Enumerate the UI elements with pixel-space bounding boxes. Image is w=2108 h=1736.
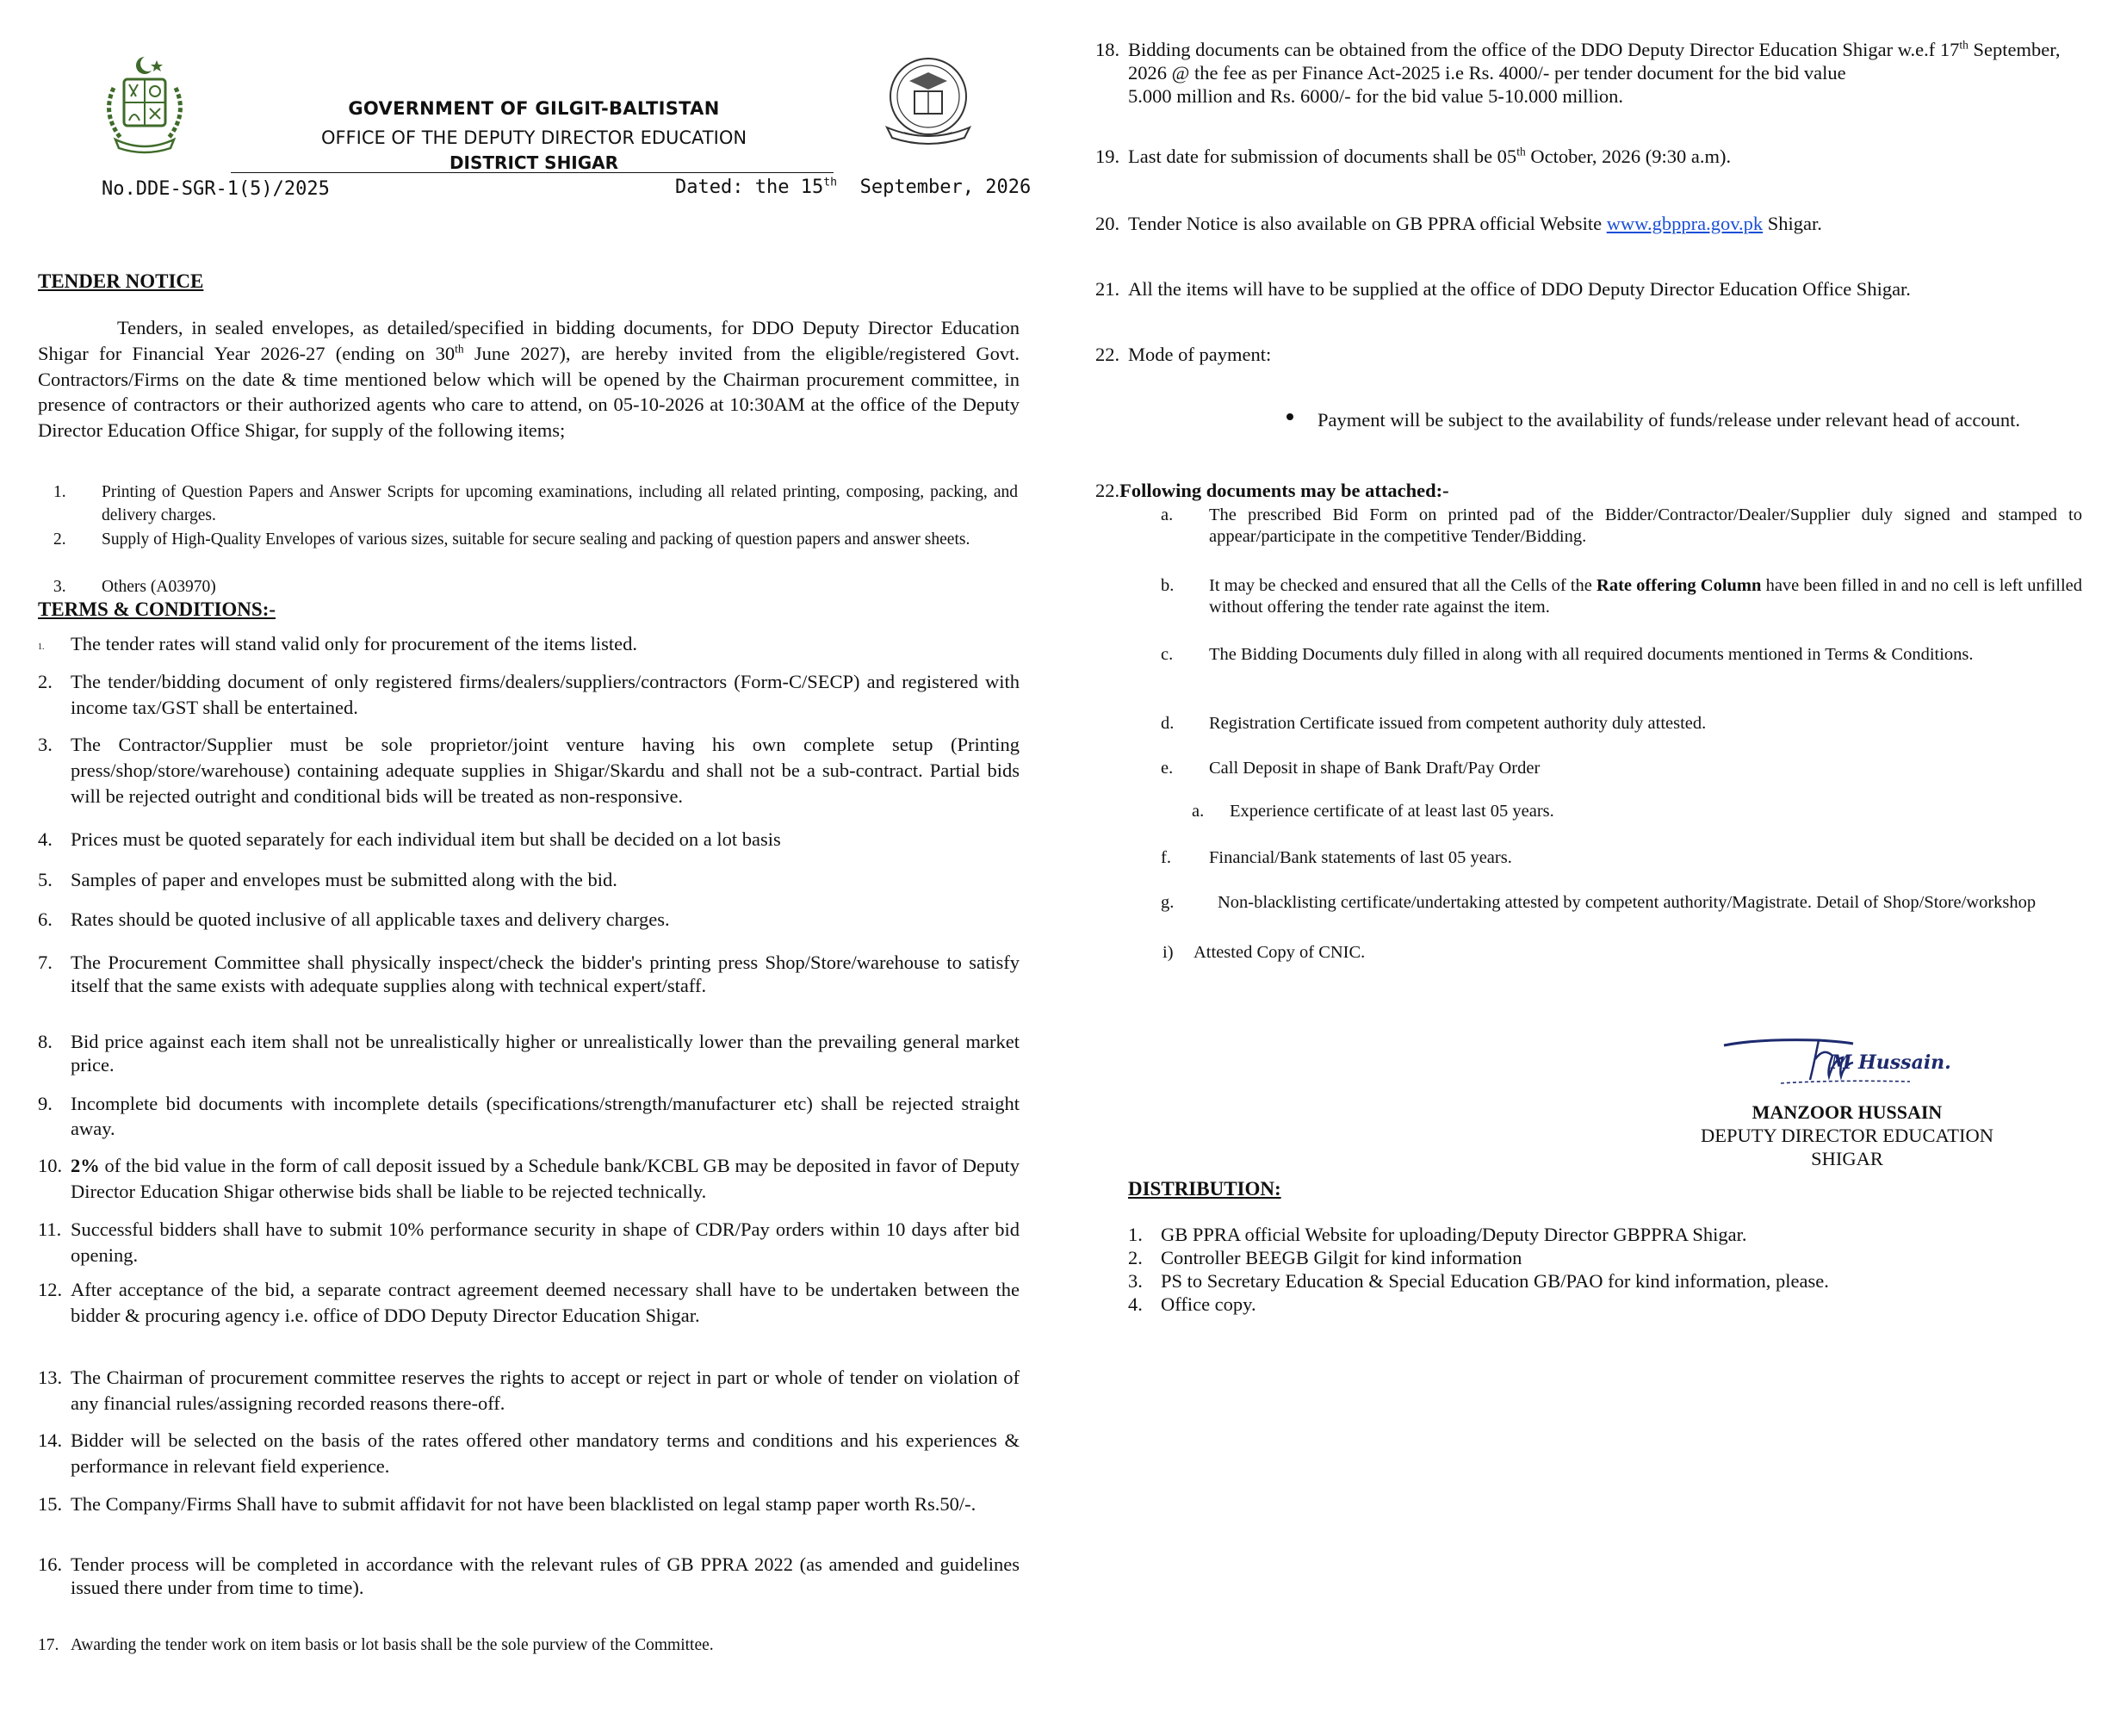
list-item: 14. Bidder will be selected on the basis of the rates offered other mandatory terms and conditions and his experiences & performance in relevant field experience. bbox=[38, 1429, 1020, 1477]
list-item: f. Financial/Bank statements of last 05 years. bbox=[1161, 848, 1512, 867]
list-item: 1. Printing of Question Papers and Answer Scripts for upcoming examinations, including all related printing, composing, packing, and delivery charges. bbox=[53, 483, 1018, 524]
list-item: b. It may be checked and ensured that all the Cells of the Rate offering Column have been filled in and no cell is left unfilled without offering the tender rate against the item. bbox=[1161, 576, 2083, 617]
signature-icon bbox=[1720, 1033, 1979, 1095]
district-heading: DISTRICT SHIGAR bbox=[449, 152, 619, 173]
tender-notice-intro: Tenders, in sealed envelopes, as detailed/specified in bidding documents, for DDO Deputy Director Education Shigar for Financial Year 2026-27 (ending on 30th June 2027), are hereby invited from the eligible/registered Govt. Contractors/Firms on the date & time mentioned below which will be opened by the Chairman procurement committee, in presence of contractors or their authorized agents who care to attend, on 05-10-2026 at 10:30AM at the office of the Deputy Director Education Office Shigar, for supply of the following items; bbox=[38, 317, 1020, 442]
list-item: 17. Awarding the tender work on item basis or lot basis shall be the sole purview of the Committee. bbox=[38, 1636, 714, 1654]
bullet-icon bbox=[1286, 413, 1293, 420]
list-item: g. Non-blacklisting certificate/undertaking attested by competent authority/Magistrate. Detail of Shop/Store/workshop bbox=[1161, 893, 2037, 912]
list-item: 15. The Company/Firms Shall have to submit affidavit for not have been blacklisted on legal stamp paper worth Rs.50/-. bbox=[38, 1493, 976, 1515]
list-item: 1. The tender rates will stand valid only for procurement of the items listed. bbox=[38, 633, 637, 654]
signatory-place: SHIGAR bbox=[1811, 1148, 1883, 1169]
list-item: 19. Last date for submission of documents shall be 05th October, 2026 (9:30 a.m). bbox=[1095, 145, 1732, 167]
list-item: 18. Bidding documents can be obtained from the office of the DDO Deputy Director Education Shigar w.e.f 17th September, 2026 @ the fee as per Finance Act-2025 i.e Rs. 4000/- per tender document for the bid value 5.000 million and Rs. 6000/- for the bid value 5-10.000 million. bbox=[1095, 38, 2061, 107]
distribution-title: DISTRIBUTION: bbox=[1128, 1178, 1281, 1200]
terms-title: TERMS & CONDITIONS:- bbox=[38, 598, 276, 620]
list-item: 1. GB PPRA official Website for uploading/Deputy Director GBPPRA Shigar. bbox=[1128, 1224, 1747, 1245]
issue-date: Dated: the 15th September, 2026 bbox=[675, 176, 1032, 198]
list-item: 16. Tender process will be completed in accordance with the relevant rules of GB PPRA 2022 (as amended and guidelines issued there under from time to time). bbox=[38, 1553, 1020, 1598]
docs-heading: 22.Following documents may be attached:- bbox=[1095, 480, 1449, 501]
list-item: c. The Bidding Documents duly filled in along with all required documents mentioned in Terms & Conditions. bbox=[1161, 645, 1974, 664]
payment-note: Payment will be subject to the availability of funds/release under relevant head of account. bbox=[1318, 409, 2020, 431]
education-dept-logo-icon bbox=[878, 53, 978, 148]
list-item: 2. Controller BEEGB Gilgit for kind information bbox=[1128, 1247, 1522, 1268]
list-item: 3. Others (A03970) bbox=[53, 578, 216, 596]
gov-heading: GOVERNMENT OF GILGIT-BALTISTAN bbox=[348, 98, 720, 119]
list-item: 12. After acceptance of the bid, a separate contract agreement deemed necessary shall have to be undertaken between the bidder & procuring agency i.e. office of DDO Deputy Director Education Shigar. bbox=[38, 1279, 1020, 1326]
list-item: 6. Rates should be quoted inclusive of all applicable taxes and delivery charges. bbox=[38, 908, 670, 930]
list-item: 2. Supply of High-Quality Envelopes of various sizes, suitable for secure sealing and packing of question papers and answer sheets. bbox=[53, 530, 970, 549]
reference-number: No.DDE-SGR-1(5)/2025 bbox=[102, 178, 330, 200]
list-item: 13. The Chairman of procurement committee reserves the rights to accept or reject in part or whole of tender on violation of any financial rules/assigning recorded reasons there-off. bbox=[38, 1367, 1020, 1414]
govt-emblem-icon bbox=[95, 53, 195, 155]
list-item: i) Attested Copy of CNIC. bbox=[1162, 943, 1366, 962]
signatory-name: MANZOOR HUSSAIN bbox=[1752, 1101, 1943, 1123]
gbppra-website-link[interactable]: www.gbppra.gov.pk bbox=[1606, 213, 1764, 234]
list-item: e. Call Deposit in shape of Bank Draft/Pay Order bbox=[1161, 759, 1541, 778]
list-item: 4. Prices must be quoted separately for each individual item but shall be decided on a lot basis bbox=[38, 828, 781, 850]
list-item: 7. The Procurement Committee shall physically inspect/check the bidder's printing press Shop/Store/warehouse to satisfy itself that the same exists with adequate supplies along with technical expert/staff. bbox=[38, 952, 1020, 996]
list-item: 5. Samples of paper and envelopes must be submitted along with the bid. bbox=[38, 869, 617, 890]
list-item: 3. PS to Secretary Education & Special Education GB/PAO for kind information, please. bbox=[1128, 1270, 1829, 1292]
signatory-designation: DEPUTY DIRECTOR EDUCATION bbox=[1701, 1125, 1993, 1146]
list-item: a. Experience certificate of at least last 05 years. bbox=[1192, 802, 1554, 821]
list-item: 8. Bid price against each item shall not be unrealistically higher or unrealistically lower than the prevailing general market price. bbox=[38, 1031, 1020, 1076]
list-item: 22. Mode of payment: bbox=[1095, 344, 1272, 365]
list-item: 11. Successful bidders shall have to submit 10% performance security in shape of CDR/Pay orders within 10 days after bid opening. bbox=[38, 1218, 1020, 1266]
list-item: 2. The tender/bidding document of only registered firms/dealers/suppliers/contractors (Form-C/SECP) and registered with income tax/GST shall be entertained. bbox=[38, 671, 1020, 718]
list-item: 21. All the items will have to be supplied at the office of DDO Deputy Director Education Office Shigar. bbox=[1095, 278, 1911, 300]
list-item: 20. Tender Notice is also available on GB PPRA official Website www.gbppra.gov.pk Shigar. bbox=[1095, 213, 1822, 234]
tender-notice-title: TENDER NOTICE bbox=[38, 270, 204, 292]
office-heading: OFFICE OF THE DEPUTY DIRECTOR EDUCATION bbox=[320, 127, 747, 148]
list-item: a. The prescribed Bid Form on printed pad of the Bidder/Contractor/Dealer/Supplier duly signed and stamped to appear/participate in the competitive Tender/Bidding. bbox=[1161, 505, 2082, 546]
list-item: 4. Office copy. bbox=[1128, 1293, 1256, 1315]
list-item: 10. 2% of the bid value in the form of call deposit issued by a Schedule bank/KCBL GB may be deposited in favor of Deputy Director Education Shigar otherwise bids shall be liable to be rejected technically. bbox=[38, 1155, 1020, 1202]
signature-scribble: M Hussain. bbox=[1831, 1051, 1951, 1074]
list-item: 3. The Contractor/Supplier must be sole proprietor/joint venture having his own complete setup (Printing press/shop/store/warehouse) containing adequate supplies in Shigar/Skardu and shall not be a sub-contract. Partial bids will be rejected outright and conditional bids will be treated as non-responsive. bbox=[38, 734, 1020, 807]
list-item: 9. Incomplete bid documents with incomplete details (specifications/strength/manufacturer etc) shall be rejected straight away. bbox=[38, 1093, 1020, 1139]
header-underline bbox=[231, 172, 834, 173]
list-item: d. Registration Certificate issued from competent authority duly attested. bbox=[1161, 714, 1707, 733]
